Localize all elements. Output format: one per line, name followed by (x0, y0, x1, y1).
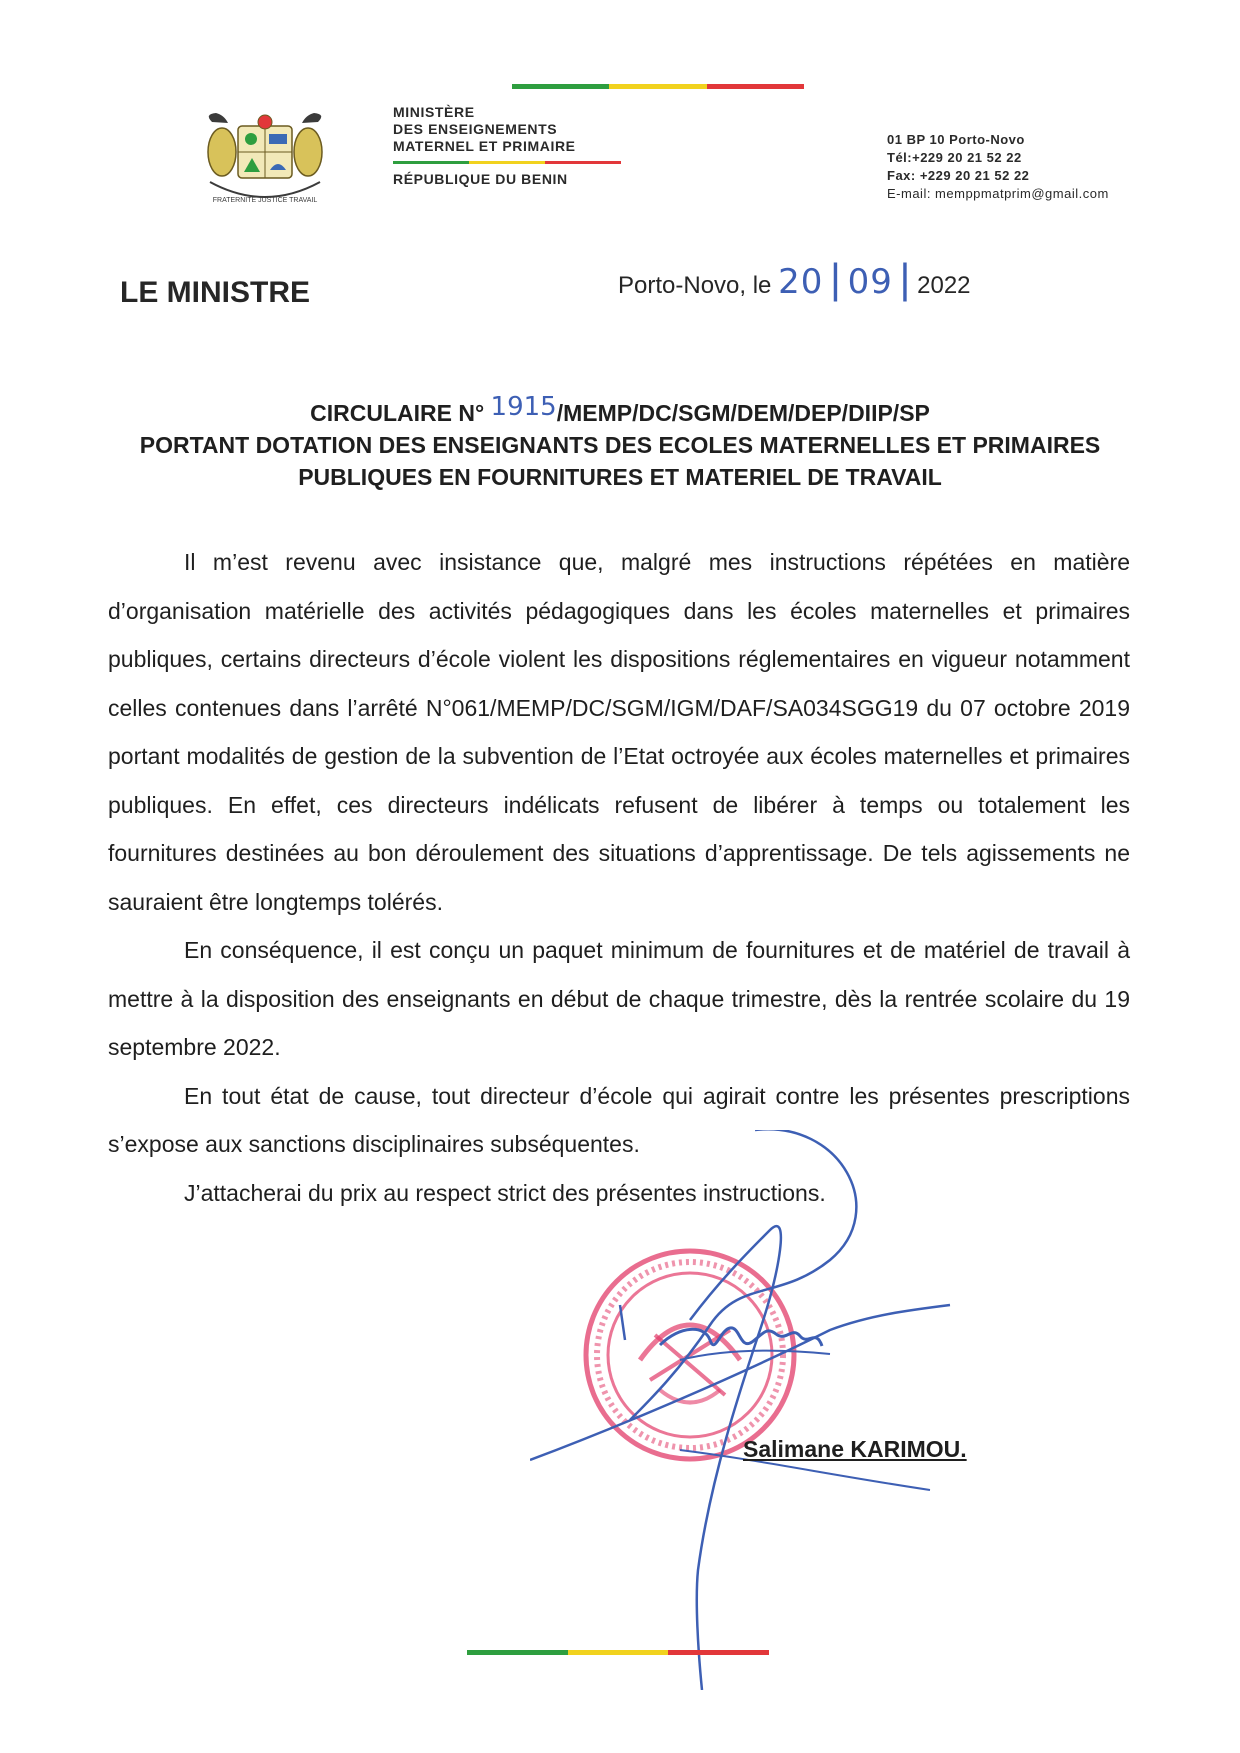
flag-band-top (512, 84, 804, 89)
flag-band-bottom (467, 1650, 769, 1655)
signer-name: Salimane KARIMOU. (743, 1436, 967, 1462)
circular-title (100, 392, 1140, 493)
ministry-header (393, 104, 621, 188)
date-month: 09 (847, 262, 893, 302)
ministry-line-3: MATERNEL ET PRIMAIRE (393, 138, 576, 154)
handwritten-signature (530, 1130, 1020, 1690)
body-paragraph: Il m’est revenu avec insistance que, malgré mes instructions répétées en matière d’organisation matérielle des activités pédagogiques dans les écoles maternelles et primaires publiques, certains directeurs d’école violent les dispositions réglementaires en vigueur notamment celles contenues dans l’arrêté N°061/MEMP/DC/SGM/IGM/DAF/SA034SGG19 du 07 octobre 2019 portant modalités de gestion de la subvention de l’Etat octroyée aux écoles maternelles et primaires publiques. En effet, ces directeurs indélicats refusent de libérer à temps ou totalement les fournitures destinées au bon déroulement des situations d’apprentissage. De tels agissements ne sauraient être longtemps tolérés. (108, 549, 1130, 915)
place-prefix: Porto-Novo, le (618, 272, 772, 299)
contact-address: 01 BP 10 Porto-Novo (887, 132, 1025, 147)
title-prefix: CIRCULAIRE N° (310, 400, 485, 426)
date-year: 2022 (917, 272, 971, 299)
contact-fax: Fax: +229 20 21 52 22 (887, 168, 1030, 183)
circular-number: 1915 (490, 392, 557, 422)
body-paragraph: J’attacherai du prix au respect strict des présentes instructions. (184, 1179, 826, 1206)
body-paragraph: En conséquence, il est conçu un paquet minimum de fournitures et de matériel de travail à mettre à la disposition des enseignants en début de chaque trimestre, dès la rentrée scolaire du 19 septembre 2022. (108, 937, 1130, 1060)
sender-title: LE MINISTRE (120, 276, 311, 309)
place-date (618, 255, 971, 303)
title-line-1 (100, 392, 1140, 429)
body-paragraph: En tout état de cause, tout directeur d’école qui agirait contre les présentes prescriptions s’expose aux sanctions disciplinaires subséquentes. (108, 1082, 1130, 1157)
title-line-3: PUBLIQUES EN FOURNITURES ET MATERIEL DE TRAVAIL (298, 464, 942, 490)
circular-reference: /MEMP/DC/SGM/DEM/DEP/DIIP/SP (556, 400, 930, 426)
title-line-2: PORTANT DOTATION DES ENSEIGNANTS DES ECOLES MATERNELLES ET PRIMAIRES (139, 432, 1101, 458)
ministry-flag-rule (393, 161, 621, 164)
emblem-motto: FRATERNITE JUSTICE TRAVAIL (212, 197, 318, 204)
contact-email: E-mail: memppmatprim@gmail.com (887, 186, 1109, 201)
ministry-line-1: MINISTÈRE (393, 104, 475, 120)
contact-block (887, 131, 1109, 203)
ministry-line-2: DES ENSEIGNEMENTS (393, 121, 558, 137)
coat-of-arms-emblem (200, 112, 330, 207)
date-separator: | (899, 255, 911, 302)
republic-name: RÉPUBLIQUE DU BENIN (393, 171, 568, 187)
contact-tel: Tél:+229 20 21 52 22 (887, 150, 1022, 165)
date-day: 20 (778, 262, 824, 302)
letter-body (108, 538, 1130, 1217)
date-separator: | (830, 255, 841, 302)
